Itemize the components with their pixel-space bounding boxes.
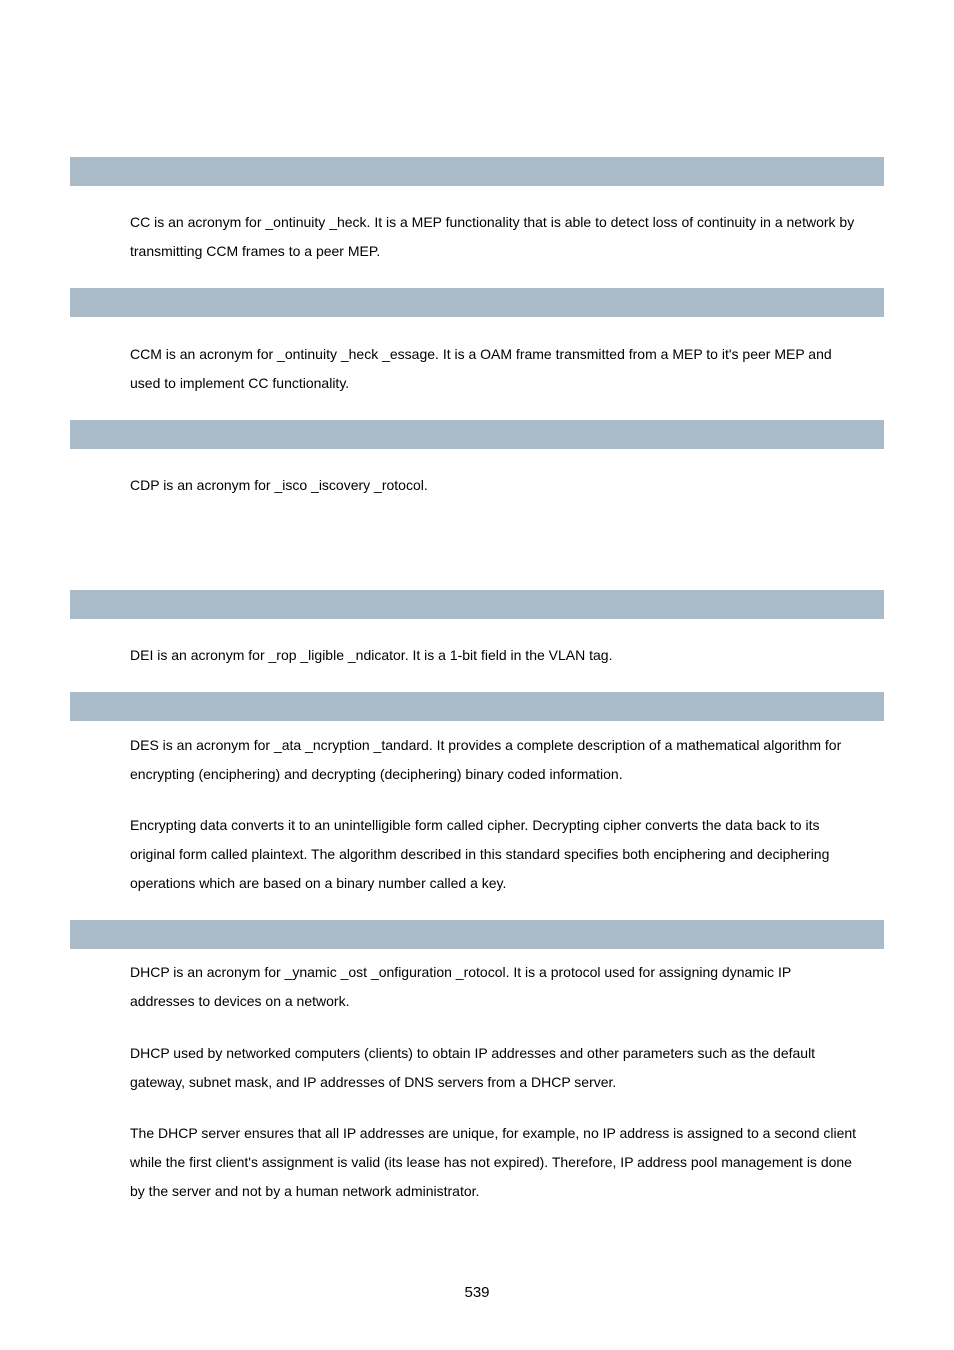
text-line: CCM is an acronym for _ontinuity _heck _essage. It is a OAM frame transmitted from a MEP to it's peer MEP and bbox=[130, 346, 832, 362]
text-line: encrypting (enciphering) and decrypting (deciphering) binary coded information. bbox=[130, 766, 623, 782]
page-number: 539 bbox=[464, 1284, 490, 1301]
section-header-bar-dhcp bbox=[70, 920, 884, 949]
text-line: Encrypting data converts it to an unintelligible form called cipher. Decrypting cipher converts the data back to its bbox=[130, 817, 820, 833]
definition-paragraph-des-2 bbox=[130, 811, 886, 898]
text-line: DES is an acronym for _ata _ncryption _tandard. It provides a complete description of a mathematical algorithm for bbox=[130, 737, 842, 753]
definition-paragraph-cdp bbox=[130, 471, 886, 500]
text-line: The DHCP server ensures that all IP addresses are unique, for example, no IP address is assigned to a second client bbox=[130, 1125, 857, 1141]
definition-paragraph-dhcp bbox=[130, 958, 886, 1016]
text-line: addresses to devices on a network. bbox=[130, 993, 350, 1009]
section-header-bar-ccm bbox=[70, 288, 884, 317]
text-line: transmitting CCM frames to a peer MEP. bbox=[130, 243, 381, 259]
text-line: gateway, subnet mask, and IP addresses of DNS servers from a DHCP server. bbox=[130, 1074, 617, 1090]
definition-paragraph-des bbox=[130, 731, 886, 789]
section-header-bar-cdp bbox=[70, 420, 884, 449]
section-header-bar-cc bbox=[70, 157, 884, 186]
definition-paragraph-dhcp-3 bbox=[130, 1119, 886, 1206]
section-header-bar-dei bbox=[70, 590, 884, 619]
text-line: by the server and not by a human network administrator. bbox=[130, 1183, 480, 1199]
text-line: CDP is an acronym for _isco _iscovery _rotocol. bbox=[130, 477, 428, 493]
text-line: operations which are based on a binary number called a key. bbox=[130, 875, 507, 891]
text-line: used to implement CC functionality. bbox=[130, 375, 350, 391]
text-line: original form called plaintext. The algorithm described in this standard specifies both enciphering and deciphering bbox=[130, 846, 830, 862]
section-header-bar-des bbox=[70, 692, 884, 721]
text-line: DHCP is an acronym for _ynamic _ost _onfiguration _rotocol. It is a protocol used for assigning dynamic IP bbox=[130, 964, 792, 980]
text-line: CC is an acronym for _ontinuity _heck. It is a MEP functionality that is able to detect loss of continuity in a network by bbox=[130, 214, 855, 230]
text-line: DEI is an acronym for _rop _ligible _ndicator. It is a 1-bit field in the VLAN tag. bbox=[130, 647, 613, 663]
definition-paragraph-ccm bbox=[130, 340, 886, 398]
text-line: while the first client's assignment is valid (its lease has not expired). Therefore, IP address pool management is done bbox=[130, 1154, 852, 1170]
definition-paragraph-cc bbox=[130, 208, 886, 266]
text-line: DHCP used by networked computers (clients) to obtain IP addresses and other parameters such as the default bbox=[130, 1045, 816, 1061]
definition-paragraph-dei bbox=[130, 641, 886, 670]
definition-paragraph-dhcp-2 bbox=[130, 1039, 886, 1097]
